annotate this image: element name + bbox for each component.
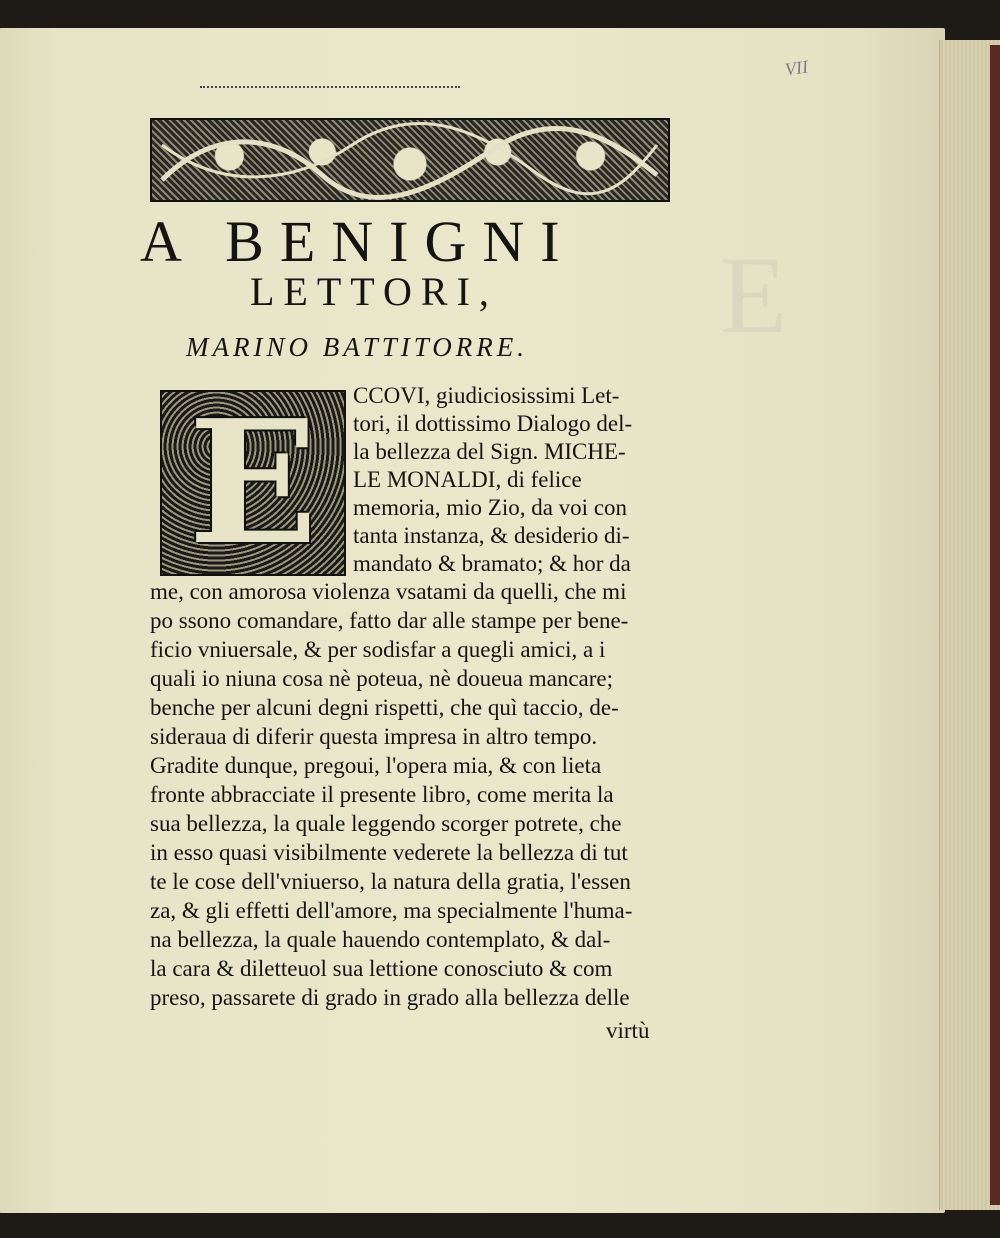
body-line: sideraua di diferir questa impresa in altro tempo. bbox=[150, 724, 598, 749]
body-line: LE MONALDI, di felice bbox=[353, 467, 582, 492]
author-name: MARINO BATTITORRE. bbox=[186, 332, 528, 362]
body-line: za, & gli effetti dell'amore, ma specialmente l'huma- bbox=[150, 898, 633, 923]
body-line: la bellezza del Sign. MICHE- bbox=[353, 439, 626, 464]
body-line: Gradite dunque, pregoui, l'opera mia, & con lieta bbox=[150, 753, 602, 778]
book-cover-edge bbox=[990, 45, 1000, 1205]
body-line: ficio vniuersale, & per sodisfar a quegli amici, a i bbox=[150, 637, 606, 662]
woodcut-headpiece-ornament bbox=[150, 118, 670, 202]
body-line: mandato & bramato; & hor da bbox=[353, 551, 631, 576]
heading-line-2: LETTORI, bbox=[250, 269, 498, 314]
body-line: te le cose dell'vniuerso, la natura della gratia, l'essen bbox=[150, 869, 631, 894]
body-line: sua bellezza, la quale leggendo scorger potrete, che bbox=[150, 811, 622, 836]
body-line: po ssono comandare, fatto dar alle stampe per bene- bbox=[150, 608, 629, 633]
catchword: virtù bbox=[606, 1018, 650, 1043]
body-line: la cara & diletteuol sua lettione conosciuto & com bbox=[150, 956, 613, 981]
body-line: preso, passarete di grado in grado alla bellezza delle bbox=[150, 985, 630, 1010]
heading-line-1: A BENIGNI bbox=[140, 209, 576, 274]
body-line: in esso quasi visibilmente vederete la bellezza di tut bbox=[150, 840, 628, 865]
body-line: CCOVI, giudiciosissimi Let- bbox=[353, 383, 620, 408]
body-line: me, con amorosa violenza vsatami da quelli, che mi bbox=[150, 579, 627, 604]
body-line: quali io niuna cosa nè poteua, nè doueua mancare; bbox=[150, 666, 614, 691]
dotted-rule bbox=[200, 86, 460, 88]
body-line: memoria, mio Zio, da voi con bbox=[353, 495, 628, 520]
body-line: fronte abbracciate il presente libro, come merita la bbox=[150, 782, 614, 807]
drop-cap-initial bbox=[160, 383, 346, 583]
ornate-drop-cap-e-icon: E bbox=[188, 383, 318, 583]
body-line: tanta instanza, & desiderio di- bbox=[353, 523, 630, 548]
headpiece-scroll-icon bbox=[152, 120, 668, 200]
body-line: tori, il dottissimo Dialogo del- bbox=[353, 411, 633, 436]
folio-mark: VII bbox=[783, 56, 810, 80]
body-line: benche per alcuni degni rispetti, che quì taccio, de- bbox=[150, 695, 619, 720]
body-line: na bellezza, la quale hauendo contemplato, & dal- bbox=[150, 927, 611, 952]
